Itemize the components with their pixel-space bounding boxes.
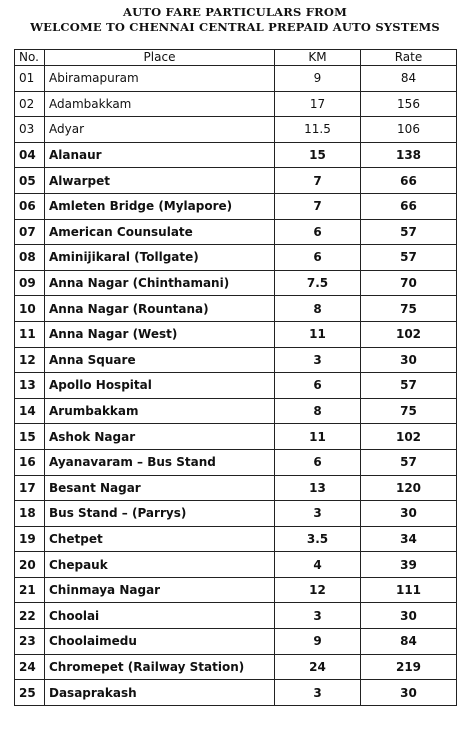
table-row: [15, 475, 457, 501]
cell-rate: 30: [361, 501, 457, 527]
cell-place: American Counsulate: [45, 219, 275, 245]
cell-km: 13: [275, 475, 361, 501]
table-row: [15, 117, 457, 143]
cell-place: Apollo Hospital: [45, 373, 275, 399]
table-row: [15, 654, 457, 680]
cell-km: 3: [275, 501, 361, 527]
cell-no: 12: [15, 347, 45, 373]
table-row: [15, 603, 457, 629]
cell-rate: 66: [361, 193, 457, 219]
table-row: [15, 66, 457, 92]
table-row: [15, 424, 457, 450]
cell-no: 14: [15, 398, 45, 424]
table-row: [15, 449, 457, 475]
table-row: [15, 680, 457, 706]
cell-km: 6: [275, 219, 361, 245]
cell-place: Alanaur: [45, 142, 275, 168]
cell-place: Ashok Nagar: [45, 424, 275, 450]
cell-no: 25: [15, 680, 45, 706]
header-rate: Rate: [361, 50, 457, 66]
cell-no: 16: [15, 449, 45, 475]
cell-place: Anna Nagar (West): [45, 321, 275, 347]
cell-no: 06: [15, 193, 45, 219]
cell-place: Adambakkam: [45, 91, 275, 117]
cell-rate: 75: [361, 296, 457, 322]
cell-rate: 30: [361, 603, 457, 629]
cell-no: 05: [15, 168, 45, 194]
cell-place: Anna Nagar (Rountana): [45, 296, 275, 322]
cell-place: Ayanavaram – Bus Stand: [45, 449, 275, 475]
cell-rate: 106: [361, 117, 457, 143]
cell-place: Choolai: [45, 603, 275, 629]
document-title: [0, 0, 470, 40]
title-line-1: AUTO FARE PARTICULARS FROM: [122, 5, 348, 19]
cell-rate: 102: [361, 424, 457, 450]
cell-rate: 39: [361, 552, 457, 578]
cell-no: 23: [15, 629, 45, 655]
cell-rate: 57: [361, 449, 457, 475]
table-row: [15, 373, 457, 399]
cell-km: 8: [275, 398, 361, 424]
cell-km: 11: [275, 321, 361, 347]
cell-no: 10: [15, 296, 45, 322]
cell-km: 24: [275, 654, 361, 680]
cell-rate: 111: [361, 577, 457, 603]
table-row: [15, 296, 457, 322]
cell-place: Adyar: [45, 117, 275, 143]
cell-rate: 57: [361, 219, 457, 245]
table-row: [15, 629, 457, 655]
cell-place: Anna Nagar (Chinthamani): [45, 270, 275, 296]
cell-no: 03: [15, 117, 45, 143]
table-row: [15, 577, 457, 603]
cell-rate: 30: [361, 680, 457, 706]
cell-rate: 138: [361, 142, 457, 168]
cell-km: 7: [275, 168, 361, 194]
table-row: [15, 245, 457, 271]
header-km: KM: [275, 50, 361, 66]
header-no: No.: [15, 50, 45, 66]
cell-km: 7.5: [275, 270, 361, 296]
cell-no: 20: [15, 552, 45, 578]
table-row: [15, 347, 457, 373]
cell-no: 08: [15, 245, 45, 271]
table-row: [15, 142, 457, 168]
cell-no: 04: [15, 142, 45, 168]
cell-no: 19: [15, 526, 45, 552]
cell-no: 11: [15, 321, 45, 347]
table-row: [15, 91, 457, 117]
cell-rate: 57: [361, 373, 457, 399]
cell-rate: 219: [361, 654, 457, 680]
cell-place: Aminijikaral (Tollgate): [45, 245, 275, 271]
cell-km: 3: [275, 603, 361, 629]
cell-place: Chetpet: [45, 526, 275, 552]
cell-place: Amleten Bridge (Mylapore): [45, 193, 275, 219]
cell-km: 9: [275, 66, 361, 92]
cell-place: Besant Nagar: [45, 475, 275, 501]
cell-no: 09: [15, 270, 45, 296]
cell-rate: 34: [361, 526, 457, 552]
table-row: [15, 552, 457, 578]
cell-km: 9: [275, 629, 361, 655]
cell-no: 24: [15, 654, 45, 680]
cell-rate: 30: [361, 347, 457, 373]
table-row: [15, 398, 457, 424]
cell-rate: 66: [361, 168, 457, 194]
cell-rate: 57: [361, 245, 457, 271]
cell-km: 7: [275, 193, 361, 219]
cell-km: 3: [275, 347, 361, 373]
cell-km: 8: [275, 296, 361, 322]
cell-km: 11: [275, 424, 361, 450]
table-row: [15, 501, 457, 527]
cell-no: 18: [15, 501, 45, 527]
table-header-row: [15, 50, 457, 66]
cell-no: 02: [15, 91, 45, 117]
cell-rate: 156: [361, 91, 457, 117]
header-place: Place: [45, 50, 275, 66]
cell-rate: 120: [361, 475, 457, 501]
table-row: [15, 270, 457, 296]
cell-km: 12: [275, 577, 361, 603]
cell-place: Chromepet (Railway Station): [45, 654, 275, 680]
table-row: [15, 168, 457, 194]
cell-place: Choolaimedu: [45, 629, 275, 655]
cell-no: 22: [15, 603, 45, 629]
cell-km: 6: [275, 449, 361, 475]
cell-rate: 102: [361, 321, 457, 347]
cell-no: 15: [15, 424, 45, 450]
title-line-2: WELCOME TO CHENNAI CENTRAL PREPAID AUTO SYSTEMS: [30, 20, 440, 34]
cell-no: 13: [15, 373, 45, 399]
cell-km: 15: [275, 142, 361, 168]
table-row: [15, 321, 457, 347]
cell-no: 01: [15, 66, 45, 92]
cell-km: 4: [275, 552, 361, 578]
cell-rate: 84: [361, 629, 457, 655]
cell-place: Arumbakkam: [45, 398, 275, 424]
cell-km: 6: [275, 245, 361, 271]
table-body: [15, 66, 457, 706]
cell-place: Anna Square: [45, 347, 275, 373]
cell-km: 3: [275, 680, 361, 706]
cell-place: Chinmaya Nagar: [45, 577, 275, 603]
table-row: [15, 219, 457, 245]
cell-no: 07: [15, 219, 45, 245]
cell-km: 3.5: [275, 526, 361, 552]
cell-no: 21: [15, 577, 45, 603]
cell-place: Abiramapuram: [45, 66, 275, 92]
table-row: [15, 526, 457, 552]
cell-rate: 70: [361, 270, 457, 296]
table-row: [15, 193, 457, 219]
cell-rate: 84: [361, 66, 457, 92]
cell-km: 6: [275, 373, 361, 399]
cell-no: 17: [15, 475, 45, 501]
cell-place: Alwarpet: [45, 168, 275, 194]
cell-km: 17: [275, 91, 361, 117]
cell-rate: 75: [361, 398, 457, 424]
cell-place: Chepauk: [45, 552, 275, 578]
cell-place: Dasaprakash: [45, 680, 275, 706]
fare-table: [14, 49, 457, 706]
cell-km: 11.5: [275, 117, 361, 143]
cell-place: Bus Stand – (Parrys): [45, 501, 275, 527]
